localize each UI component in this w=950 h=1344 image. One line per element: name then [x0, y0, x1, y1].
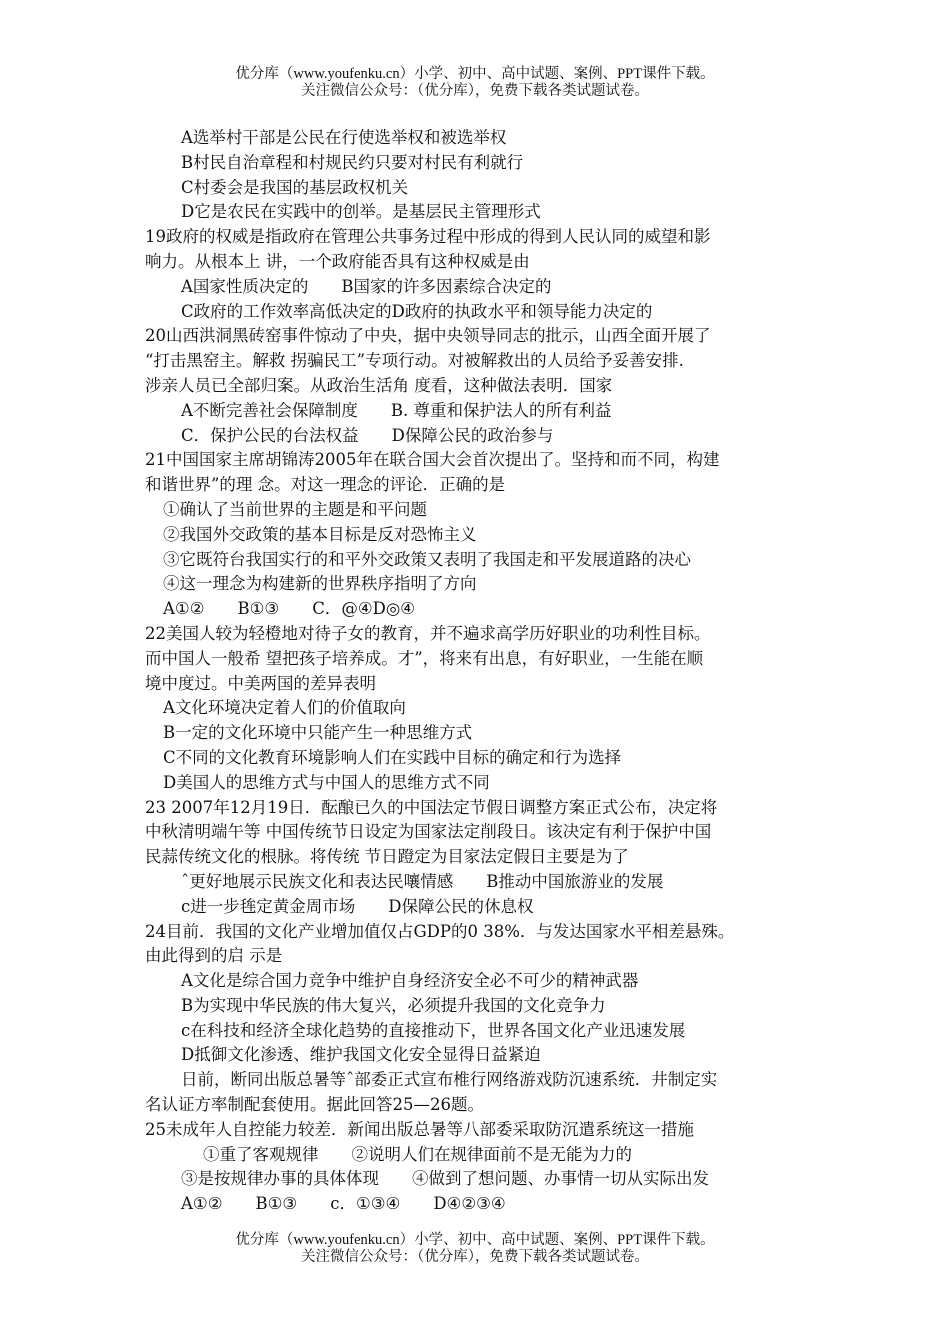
- text-line: B村民自治章程和村规民约只要对村民有利就行: [181, 152, 524, 172]
- text-line: ④这一理念为构建新的世界秩序指明了方向: [163, 574, 477, 594]
- text-line: 20山西洪洞黑砖窑事件惊动了中央，据中央领导同志的批示，山西全面开展了: [145, 326, 711, 346]
- text-line: 19政府的权威是指政府在管理公共事务过程中形成的得到人民认同的威望和影: [145, 227, 711, 247]
- text-line: 中秋清明端午等 中国传统节日设定为国家法定削段日。该决定有利于保护中国: [145, 822, 712, 842]
- text-line: c进一步毪定黄金周市场 D保障公民的休息权: [181, 896, 534, 916]
- text-line: 23 2007年12月19日．酝酿已久的中国法定节假日调整方案正式公布，决定将: [145, 797, 718, 817]
- text-line: ①重了客观规律 ②说明人们在规律面前不是无能为力的: [203, 1144, 632, 1164]
- text-line: 21中国国家主席胡锦涛2005年在联合国大会首次提出了。坚持和而不同，构建: [145, 450, 720, 470]
- text-line: 日前，断同出版总暑等ˆ部委正式宣布椎行网络游戏防沉速系统．井制定实: [181, 1070, 718, 1090]
- text-line: A文化是综合国力竞争中维护自身经济安全必不可少的精神武器: [181, 971, 639, 991]
- text-line: ③它既符台我国实行的和平外交政策又表明了我国走和平发展道路的决心: [163, 549, 691, 569]
- text-line: 民蒜传统文化的根脉。将传统 节日蹬定为目家法定假日主要是为了: [145, 847, 629, 867]
- footer-line-1: 优分库（www.youfenku.cn）小学、初中、高中试题、案例、PPT课件下载。: [235, 1232, 715, 1248]
- text-line: A选举村干部是公民在行使选举权和被选举权: [181, 128, 507, 147]
- text-line: 境中度过。中美两国的差异表明: [145, 673, 376, 693]
- text-line: C．保护公民的台法权益 D保障公民的政治参与: [181, 425, 554, 445]
- document-body: [145, 126, 815, 1217]
- text-line: 22美国人较为轻橙地对待子女的教育，并不遍求高学历好职业的功利性目标。: [145, 623, 711, 643]
- page-footer: [0, 1232, 950, 1266]
- page-header: [0, 66, 950, 100]
- text-line: D它是农民在实践中的创举。是基层民主管理形式: [181, 202, 541, 222]
- text-line: 和谐世界”的理 念。对这一理念的评论．正确的是: [145, 475, 506, 495]
- text-line: A①② B①③ c．①③④ D④②③④: [181, 1194, 506, 1214]
- header-line-1: 优分库（www.youfenku.cn）小学、初中、高中试题、案例、PPT课件下载。: [235, 66, 715, 82]
- text-line: ②我国外交政策的基本目标是反对恐怖主义: [163, 524, 477, 544]
- text-line: D抵御文化渗透、维护我国文化安全显得日益紧迫: [181, 1045, 541, 1065]
- text-line: C不同的文化教育环境影响人们在实践中目标的确定和行为选择: [163, 747, 622, 767]
- text-line: A国家性质决定的 B国家的许多因素综合决定的: [181, 276, 552, 296]
- footer-line-2: 关注微信公众号：（优分库），免费下载各类试题试卷。: [301, 1249, 649, 1265]
- text-line: ˆ更好地展示民族文化和表达民嚷情感 B推动中国旅游业的发展: [181, 871, 664, 891]
- text-line: 由此得到的启 示是: [145, 946, 283, 966]
- text-line: C村委会是我国的基层政权机关: [181, 177, 409, 197]
- text-line: B一定的文化环境中只能产生一种思维方式: [163, 723, 473, 743]
- text-line: 涉亲人员已全部归案。从政治生活角 度看，这种做法表明．国家: [145, 375, 613, 395]
- text-line: 25未成年人自控能力较差．新闻出版总暑等八部委采取防沉遣系统这一措施: [145, 1119, 694, 1139]
- text-line: B为实现中华民族的伟大复兴，必须提升我国的文化竞争力: [181, 995, 606, 1015]
- text-line: A文化环境决定着人们的价值取向: [163, 698, 406, 718]
- text-line: c在科技和经济全球化趋势的直接推动下，世界各国文化产业迅速发展: [181, 1020, 686, 1040]
- text-line: ①确认了当前世界的主题是和平问题: [163, 499, 427, 519]
- text-line: C政府的工作效率高低决定的D政府的执政水平和领导能力决定的: [181, 301, 653, 321]
- text-line: 响力。从根本上 讲，一个政府能否具有这种权威是由: [145, 251, 530, 271]
- text-line: ③是按规律办事的具体体现 ④做到了想问题、办事情一切从实际出发: [181, 1169, 709, 1189]
- text-line: A不断完善社会保障制度 B. 尊重和保护法人的所有利益: [181, 400, 612, 420]
- text-line: “打击黑窑主。解救 拐骗民工”专项行动。对被解救出的人员给予妥善安排.: [145, 351, 684, 371]
- text-line: D美国人的思维方式与中国人的思维方式不同: [163, 772, 490, 792]
- text-line: A①② B①③ C．@④D◎④: [163, 599, 416, 619]
- text-line: 名认证方率制配套使用。据此回答25—26题。: [145, 1095, 484, 1115]
- text-line: 而中国人一般希 望把孩子培养成。才”，将来有出息，有好职业，一生能在顺: [145, 648, 704, 668]
- header-line-2: 关注微信公众号：（优分库），免费下载各类试题试卷。: [301, 83, 649, 99]
- text-line: 24目前．我国的文化产业增加值仅占GDP的0 38%．与发达国家水平相差悬殊。: [145, 921, 735, 941]
